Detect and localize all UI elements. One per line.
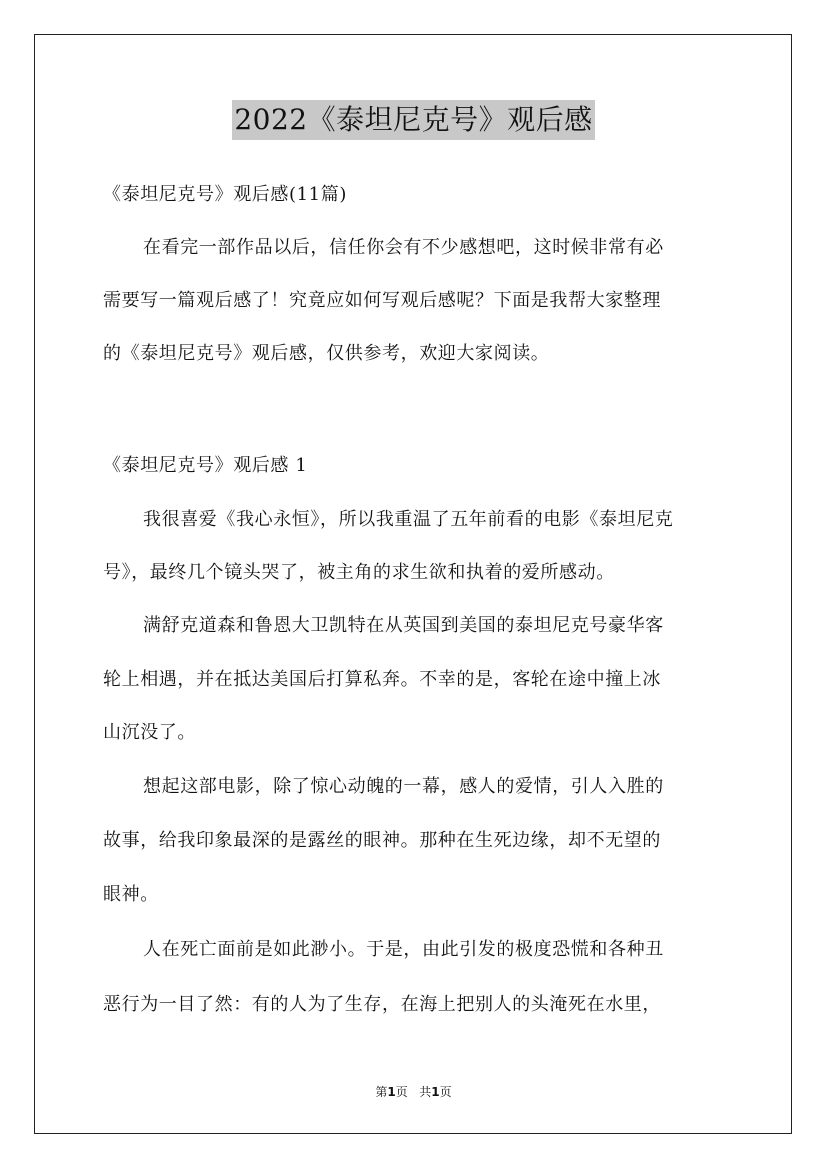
paragraph-4-line-2: 恶行为一目了然：有的人为了生存，在海上把别人的头淹死在水里，	[103, 994, 661, 1015]
footer-page-number: 1	[387, 1085, 396, 1099]
footer-page-suffix: 页	[395, 1085, 408, 1099]
paragraph-2-line-3: 山沉没了。	[103, 722, 196, 743]
section-heading: 《泰坦尼克号》观后感 1	[103, 455, 308, 476]
paragraph-4-line-1: 人在死亡面前是如此渺小。于是，由此引发的极度恐慌和各种丑	[143, 939, 664, 960]
title-container	[0, 100, 827, 140]
paragraph-3-line-3: 眼神。	[103, 884, 159, 905]
page-footer	[0, 1084, 827, 1100]
paragraph-3-line-2: 故事，给我印象最深的是露丝的眼神。那种在生死边缘，却不无望的	[103, 830, 661, 851]
footer-total-suffix: 页	[439, 1085, 452, 1099]
paragraph-3-line-1: 想起这部电影，除了惊心动魄的一幕，感人的爱情，引人入胜的	[143, 776, 664, 797]
paragraph-1-line-1: 我很喜爱《我心永恒》，所以我重温了五年前看的电影《泰坦尼克	[143, 509, 674, 530]
subtitle: 《泰坦尼克号》观后感(11篇)	[103, 184, 347, 205]
intro-line-3: 的《泰坦尼克号》观后感，仅供参考，欢迎大家阅读。	[103, 343, 550, 364]
intro-line-2: 需要写一篇观后感了！究竟应如何写观后感呢？下面是我帮大家整理	[103, 290, 661, 311]
footer-total-pages: 1	[431, 1085, 440, 1099]
footer-total-prefix: 共	[419, 1085, 432, 1099]
document-title: 2022《泰坦尼克号》观后感	[232, 100, 594, 140]
intro-line-1: 在看完一部作品以后，信任你会有不少感想吧，这时候非常有必	[143, 237, 664, 258]
footer-page-prefix: 第	[375, 1085, 388, 1099]
paragraph-2-line-2: 轮上相遇，并在抵达美国后打算私奔。不幸的是，客轮在途中撞上冰	[103, 669, 661, 690]
paragraph-1-line-2: 号》，最终几个镜头哭了，被主角的求生欲和执着的爱所感动。	[103, 562, 615, 583]
paragraph-2-line-1: 满舒克道森和鲁恩大卫凯特在从英国到美国的泰坦尼克号豪华客	[143, 615, 664, 636]
